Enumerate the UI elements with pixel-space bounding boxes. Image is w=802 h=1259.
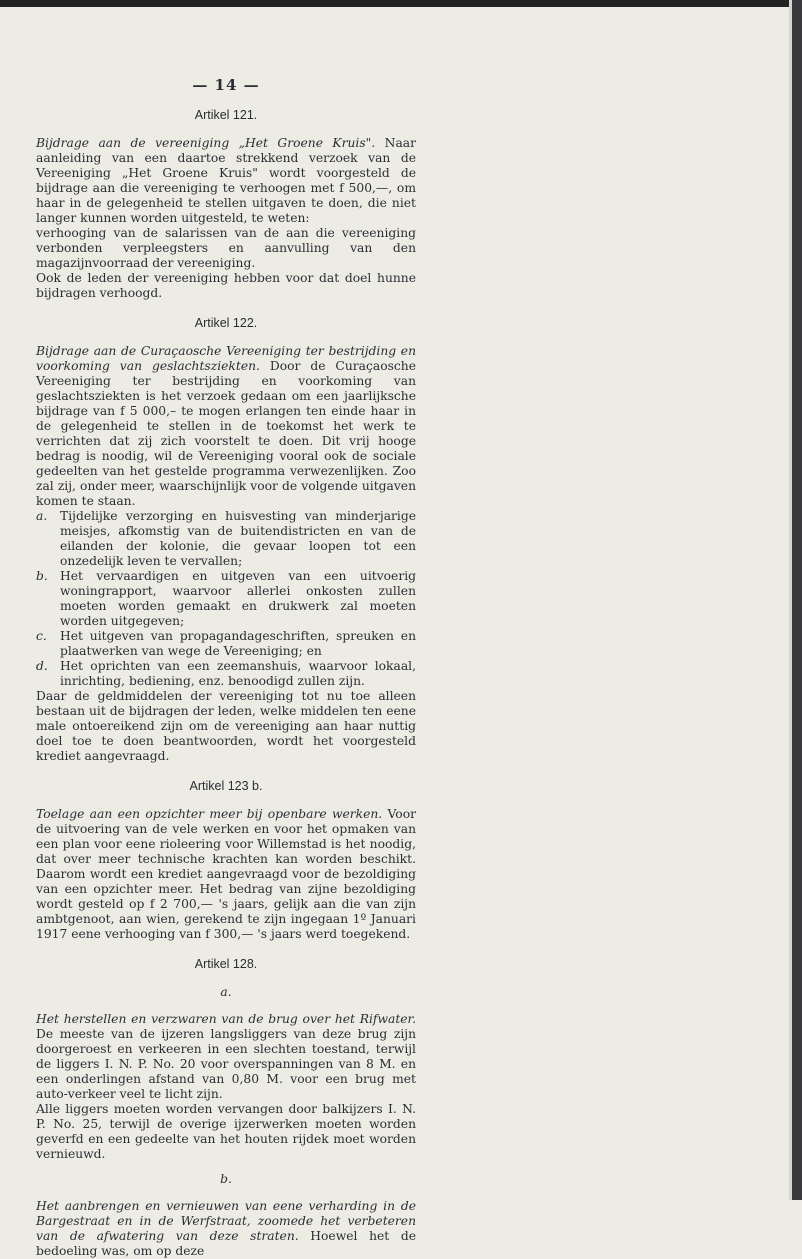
article-121-para2: verhooging van de salarissen van de aan die vereeniging verbonden verpleegsters en aanvulling van den magazijnvoorraad der vereeniging.	[36, 226, 416, 270]
list-item	[36, 659, 416, 689]
list-label: b.	[36, 569, 48, 583]
article-122-title: Bijdrage aan de Curaçaosche Vereeniging ter bestrijding en voorkoming van geslachtsziekten.	[36, 344, 416, 373]
document-page	[36, 78, 416, 1259]
article-122-closing: Daar de geldmiddelen der vereeniging tot nu toe alleen bestaan uit de bijdragen der leden, welke middelen ten eene male ontoereikend zijn om de vereeniging aan haar nuttig doel toe te doen beantwoorden, wordt het voorgesteld krediet aangevraagd.	[36, 689, 416, 763]
article-128a-intro	[36, 1012, 416, 1102]
article-121-heading: Artikel 121.	[194, 108, 258, 122]
list-label: c.	[36, 629, 47, 643]
article-128-heading: Artikel 128.	[194, 957, 258, 971]
article-128a-title: Het herstellen en verzwaren van de brug over het Rifwater.	[36, 1012, 416, 1026]
page-number: — 14 —	[192, 76, 260, 94]
list-text: Het vervaardigen en uitgeven van een uitvoerig woningrapport, waarvoor allerlei onkosten zullen moeten worden gemaakt en drukwerk zal moeten worden uitgegeven;	[60, 569, 416, 628]
article-122-intro	[36, 344, 416, 509]
list-text: Het uitgeven van propagandageschriften, spreuken en plaatwerken van wege de Vereeniging; en	[60, 629, 416, 658]
article-123b-text: Voor de uitvoering van de vele werken en voor het opmaken van een plan voor eene rioleering voor Willemstad is het noodig, dat over meer technische krachten kan worden beschikt. Daarom wordt een krediet aangevraagd voor de bezoldiging van een opzichter meer. Het bedrag van zijne bezoldiging wordt gesteld op f 2 700,— 's jaars, gelijk aan die van zijn ambtgenoot, aan wien, gerekend te zijn ingegaan 1º Januari 1917 eene verhooging van f 300,— 's jaars werd toegekend.	[36, 807, 416, 941]
subsection-b-label: b.	[220, 1172, 232, 1186]
list-text: Tijdelijke verzorging en huisvesting van minderjarige meisjes, afkomstig van de buitendistricten en van de eilanden der kolonie, die gevaar loopen tot een onzedelijk leven te vervallen;	[60, 509, 416, 568]
list-item	[36, 569, 416, 629]
article-122-text: Door de Curaçaosche Vereeniging ter bestrijding en voorkoming van geslachtsziekten is het verzoek gedaan om een jaarlijksche bijdrage van f 5 000,– te mogen erlangen ten einde haar in de gelegenheid te stellen in de toekomst het werk te verrichten dat zij zich voorstelt te doen. Dit vrij hooge bedrag is noodig, wil de Vereeniging vooral ook de sociale gedeelten van het gestelde programma verwezenlijken. Zoo zal zij, onder meer, waarschijnlijk voor de volgende uitgaven komen te staan.	[36, 359, 416, 508]
subsection-a-label: a.	[220, 985, 232, 999]
list-label: a.	[36, 509, 48, 523]
article-128b-intro	[36, 1199, 416, 1259]
list-item	[36, 509, 416, 569]
scan-right-edge	[792, 0, 802, 1200]
article-121-para3: Ook de leden der vereeniging hebben voor dat doel hunne bijdragen verhoogd.	[36, 271, 416, 300]
article-128b-text: Hoewel het de bedoeling was, om op deze	[36, 1229, 416, 1258]
article-121-text: Naar aanleiding van een daartoe strekkend verzoek van de Vereeniging „Het Groene Kruis" wordt voorgesteld de bijdrage aan die vereeniging te verhoogen met f 500,—, om haar in de gelegenheid te stellen uitgaven te doen, die niet langer kunnen worden uitgesteld, te weten:	[36, 136, 416, 225]
article-128b-title: Het aanbrengen en vernieuwen van eene verharding in de Bargestraat en in de Werfstraat, zoomede het verbeteren van de afwatering van deze straten.	[36, 1199, 416, 1243]
list-label: d.	[36, 659, 48, 673]
article-121-intro	[36, 136, 416, 226]
list-text: Het oprichten van een zeemanshuis, waarvoor lokaal, inrichting, bediening, enz. benoodigd zullen zijn.	[60, 659, 416, 688]
article-121-title: Bijdrage aan de vereeniging „Het Groene Kruis".	[36, 136, 376, 150]
scan-top-edge	[0, 0, 802, 7]
article-128a-text: De meeste van de ijzeren langsliggers van deze brug zijn doorgeroest en verkeeren in een slechten toestand, terwijl de liggers I. N. P. No. 20 voor overspanningen van 8 M. en een onderlingen afstand van 0,80 M. voor een brug met auto-verkeer veel te licht zijn.	[36, 1027, 416, 1101]
article-123b-title: Toelage aan een opzichter meer bij openbare werken.	[36, 807, 383, 821]
article-123b-heading: Artikel 123 b.	[189, 779, 263, 793]
article-123b-intro	[36, 807, 416, 942]
article-122-heading: Artikel 122.	[194, 316, 258, 330]
list-item	[36, 629, 416, 659]
article-128a-para2: Alle liggers moeten worden vervangen door balkijzers I. N. P. No. 25, terwijl de overige ijzerwerken moeten worden geverfd en een gedeelte van het houten rijdek moet worden vernieuwd.	[36, 1102, 416, 1161]
